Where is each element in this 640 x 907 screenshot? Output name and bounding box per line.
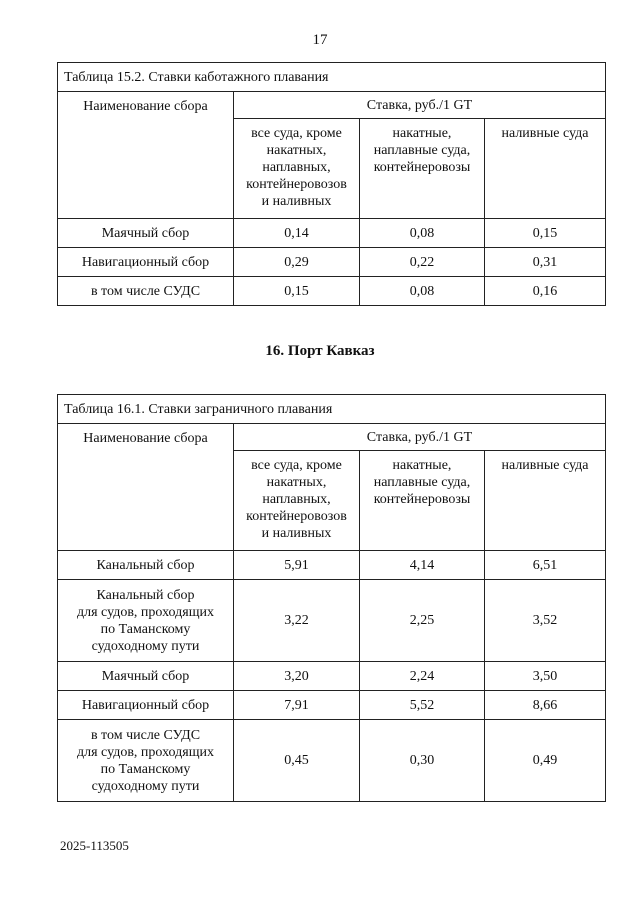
table-caption: Таблица 15.2. Ставки каботажного плавания xyxy=(58,63,606,92)
table-row xyxy=(58,248,606,277)
fee-name: Маячный сбор xyxy=(58,219,234,248)
rate-value: 2,25 xyxy=(360,580,485,662)
rate-value: 3,22 xyxy=(234,580,360,662)
rate-value: 0,16 xyxy=(485,277,606,306)
table-row xyxy=(58,219,606,248)
column-header-rate: Ставка, руб./1 GT xyxy=(234,424,606,451)
section-title: 16. Порт Кавказ xyxy=(265,343,375,359)
column-header-fee-name: Наименование сбора xyxy=(58,424,234,551)
table-row xyxy=(58,691,606,720)
rate-value: 0,30 xyxy=(360,720,485,802)
rate-value: 2,24 xyxy=(360,662,485,691)
rate-value: 0,15 xyxy=(234,277,360,306)
rate-value: 3,20 xyxy=(234,662,360,691)
table-row xyxy=(58,277,606,306)
subheader-tankers: наливные суда xyxy=(485,119,606,219)
fee-name: Маячный сбор xyxy=(58,662,234,691)
rate-value: 0,45 xyxy=(234,720,360,802)
table-row xyxy=(58,551,606,580)
fee-name: Навигационный сбор xyxy=(58,691,234,720)
rate-value: 5,91 xyxy=(234,551,360,580)
rate-value: 6,51 xyxy=(485,551,606,580)
rate-value: 0,29 xyxy=(234,248,360,277)
rate-value: 3,52 xyxy=(485,580,606,662)
table-foreign-rates xyxy=(57,394,606,802)
rate-value: 0,08 xyxy=(360,219,485,248)
fee-name: в том числе СУДС xyxy=(58,277,234,306)
rate-value: 0,49 xyxy=(485,720,606,802)
column-header-rate: Ставка, руб./1 GT xyxy=(234,92,606,119)
rate-value: 3,50 xyxy=(485,662,606,691)
fee-name: Канальный сбор xyxy=(58,551,234,580)
rate-value: 4,14 xyxy=(360,551,485,580)
document-code: 2025-113505 xyxy=(60,838,129,853)
rate-value: 8,66 xyxy=(485,691,606,720)
subheader-all-vessels: все суда, кроме накатных, наплавных, контейнеровозов и наливных xyxy=(234,119,360,219)
rate-value: 5,52 xyxy=(360,691,485,720)
fee-name: Навигационный сбор xyxy=(58,248,234,277)
page-number: 17 xyxy=(312,32,328,48)
subheader-all-vessels: все суда, кроме накатных, наплавных, контейнеровозов и наливных xyxy=(234,451,360,551)
rate-value: 0,14 xyxy=(234,219,360,248)
subheader-tankers: наливные суда xyxy=(485,451,606,551)
rate-value: 0,22 xyxy=(360,248,485,277)
table-row xyxy=(58,720,606,802)
rate-value: 0,15 xyxy=(485,219,606,248)
table-cabotage-rates xyxy=(57,62,606,306)
rate-value: 0,31 xyxy=(485,248,606,277)
table-row xyxy=(58,580,606,662)
fee-name: Канальный сбор для судов, проходящих по Таманскому судоходному пути xyxy=(58,580,234,662)
column-header-fee-name: Наименование сбора xyxy=(58,92,234,219)
subheader-roro-container: накатные, наплавные суда, контейнеровозы xyxy=(360,451,485,551)
table-caption: Таблица 16.1. Ставки заграничного плавания xyxy=(58,395,606,424)
fee-name: в том числе СУДС для судов, проходящих по Таманскому судоходному пути xyxy=(58,720,234,802)
table-row xyxy=(58,662,606,691)
rate-value: 7,91 xyxy=(234,691,360,720)
subheader-roro-container: накатные, наплавные суда, контейнеровозы xyxy=(360,119,485,219)
rate-value: 0,08 xyxy=(360,277,485,306)
